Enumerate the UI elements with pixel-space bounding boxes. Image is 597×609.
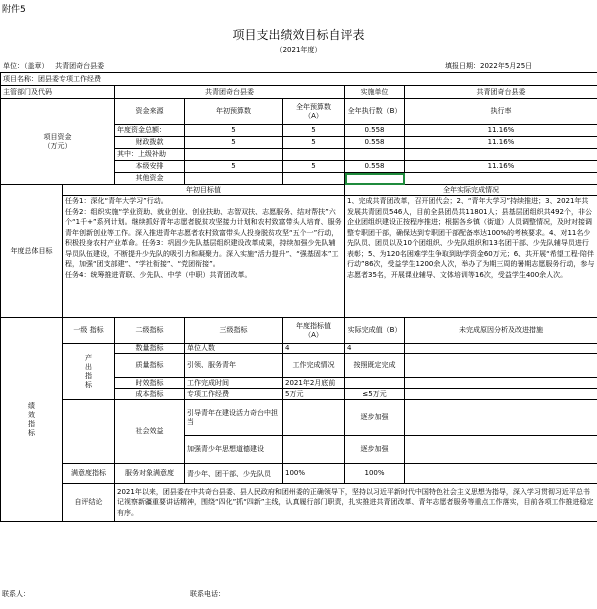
project-name-cell[interactable]: 项目名称：团县委专项工作经费 <box>1 73 597 86</box>
indicators-header-l3: 三级指标 <box>185 318 283 344</box>
fill-date: 填报日期：2022年5月25日 <box>445 62 533 70</box>
satisfaction-l1: 满意度指标 <box>63 464 115 484</box>
indicator-reason[interactable] <box>405 400 597 436</box>
indicator-l2: 质量指标 <box>115 354 185 378</box>
satisfaction-l3[interactable]: 青少年、团干部、少先队员 <box>185 464 283 484</box>
funds-row-rate[interactable] <box>405 149 597 161</box>
funds-row-annual[interactable]: 5 <box>283 137 345 149</box>
dept-label: 主管部门及代码 <box>1 86 115 99</box>
funds-row-exec[interactable]: 0.558 <box>345 137 405 149</box>
funds-label: 项目资金 （万元） <box>1 99 115 185</box>
funds-row-name: 财政拨款 <box>115 137 185 149</box>
indicator-actual[interactable]: 逐步加强 <box>345 400 405 436</box>
indicators-header-reason: 未完成原因分析及改进措施 <box>405 318 597 344</box>
indicator-actual[interactable]: 按照既定完成 <box>345 354 405 378</box>
funds-row-exec[interactable]: 0.558 <box>345 125 405 137</box>
indicator-l3[interactable]: 加强青少年思想道德建设 <box>185 436 283 464</box>
funds-row-annual[interactable]: 5 <box>283 161 345 173</box>
funds-row-budget[interactable]: 5 <box>185 137 283 149</box>
contact-person-label: 联系人： <box>2 590 30 598</box>
conclusion-label: 自评结论 <box>63 484 115 522</box>
indicator-reason[interactable] <box>405 436 597 464</box>
funds-row-rate[interactable] <box>405 173 597 185</box>
funds-row-exec-selected-cell[interactable] <box>345 173 405 185</box>
indicator-l2: 时效指标 <box>115 378 185 389</box>
indicators-header-l2: 二级指标 <box>115 318 185 344</box>
funds-row-budget[interactable] <box>185 149 283 161</box>
page-title: 项目支出绩效目标自评表 <box>232 28 365 42</box>
indicator-actual[interactable]: ≤5万元 <box>345 389 405 400</box>
funds-row-annual[interactable] <box>283 173 345 185</box>
satisfaction-l2: 服务对象满意度 <box>115 464 185 484</box>
funds-row-rate[interactable]: 11.16% <box>405 137 597 149</box>
indicator-actual[interactable]: 逐步加强 <box>345 436 405 464</box>
funds-header-executed: 全年执行数（B） <box>345 99 405 125</box>
indicator-reason[interactable] <box>405 389 597 400</box>
satisfaction-actual[interactable]: 100% <box>345 464 405 484</box>
funds-header-annual-budget: 全年预算数 （A） <box>283 99 345 125</box>
funds-header-initial-budget: 年初预算数 <box>185 99 283 125</box>
indicator-reason[interactable] <box>405 344 597 354</box>
funds-row-rate[interactable]: 11.16% <box>405 161 597 173</box>
funds-row-budget[interactable]: 5 <box>185 161 283 173</box>
self-evaluation-table <box>0 72 597 522</box>
dept-value[interactable]: 共青团奇台县委 <box>115 86 345 99</box>
indicator-reason[interactable] <box>405 378 597 389</box>
funds-row-budget[interactable]: 5 <box>185 125 283 137</box>
benefit-l1-cell <box>63 400 115 464</box>
funds-header-source: 资金来源 <box>115 99 185 125</box>
indicator-l2: 成本指标 <box>115 389 185 400</box>
page-subtitle-year: （2021年度） <box>275 46 322 54</box>
indicator-target[interactable]: 2021年2月底前 <box>283 378 345 389</box>
indicator-l3[interactable]: 工作完成时间 <box>185 378 283 389</box>
funds-row-exec[interactable]: 0.558 <box>345 161 405 173</box>
funds-row-name: 本级安排 <box>115 161 185 173</box>
indicator-target[interactable]: 工作完成情况 <box>283 354 345 378</box>
funds-row-exec[interactable] <box>345 149 405 161</box>
benefit-indicator-label: 社会效益 <box>115 400 185 464</box>
indicator-l3[interactable]: 引领、服务青年 <box>185 354 283 378</box>
output-indicator-label: 产 出 指 标 <box>63 344 115 400</box>
funds-row-budget[interactable] <box>185 173 283 185</box>
indicator-l3[interactable]: 引导青年在建设活力奇台中担当 <box>185 400 283 436</box>
indicator-l2: 数量指标 <box>115 344 185 354</box>
indicator-actual[interactable]: 4 <box>345 344 405 354</box>
funds-header-rate: 执行率 <box>405 99 597 125</box>
satisfaction-reason[interactable] <box>405 464 597 484</box>
indicator-target[interactable]: 5万元 <box>283 389 345 400</box>
indicators-header-target: 年度指标值 （A） <box>283 318 345 344</box>
indicator-target[interactable]: 4 <box>283 344 345 354</box>
funds-row-name: 其他资金 <box>115 173 185 185</box>
indicators-side-label: 绩 效 指 标 <box>1 318 63 522</box>
impl-label: 实施单位 <box>345 86 405 99</box>
indicator-actual[interactable] <box>345 378 405 389</box>
goals-actual-header: 全年实际完成情况 <box>345 185 597 196</box>
indicators-header-actual: 实际完成值（B） <box>345 318 405 344</box>
goals-label: 年度总体目标 <box>1 185 63 318</box>
satisfaction-target[interactable]: 100% <box>283 464 345 484</box>
indicator-reason[interactable] <box>405 354 597 378</box>
funds-row-name: 其中：上级补助 <box>115 149 185 161</box>
indicator-target[interactable] <box>283 400 345 436</box>
funds-row-rate[interactable]: 11.16% <box>405 125 597 137</box>
conclusion-text[interactable]: 2021年以来，团县委在中共奇台县委、县人民政府和团州委的正确领导下，坚持以习近平新时代中国特色社会主义思想为指导，深入学习贯彻习近平总书记视察新疆重要讲话精神，围绕“四化”抓“四新”主线，认真履行部门职责，扎实推进共青团改革、青年志愿者服务等重点工作落实，目前各项工作推进稳定有序。 <box>115 484 597 522</box>
indicator-target[interactable] <box>283 436 345 464</box>
unit-label: 单位：（盖章） 共青团奇台县委 <box>3 62 105 70</box>
funds-row-annual[interactable] <box>283 149 345 161</box>
contact-phone-label: 联系电话： <box>190 590 225 598</box>
goals-initial-text[interactable]: 任务1：深化“青年大学习”行动。 任务2：组织实施“学业资助、就业创业、创业扶助、志智双扶、志愿服务、结对帮扶”六个“1千+”系列计划。继续抓好青年志愿者脱贫攻坚接力计划和农村致富带头人培育、服务青年创新创业等工作。深入推进青年志愿者农村致富带头人投身脱贫攻坚“五个一”行动，积极投身农村产业革命。任务3：巩固少先队基层组织建设改革成果，持续加强少先队辅导员队伍建设，不断提升少先队的吸引力和凝聚力。深入实施“活力提升”、“强基固本”工程，加强“团支部建”、“学社衔接”、“党团衔接”。 任务4：统筹推进青联、少先队、中学（中职）共青团改革。 <box>63 196 345 318</box>
indicator-l3[interactable]: 专项工作经费 <box>185 389 283 400</box>
impl-value[interactable]: 共青团奇台县委 <box>405 86 597 99</box>
indicators-header-l1: 一级 指标 <box>63 318 115 344</box>
goals-initial-header: 年初目标值 <box>63 185 345 196</box>
sheet-tab-label: 附件5 <box>2 5 26 15</box>
indicator-l3[interactable]: 单位人数 <box>185 344 283 354</box>
funds-row-name: 年度资金总额： <box>115 125 185 137</box>
funds-row-annual[interactable]: 5 <box>283 125 345 137</box>
goals-actual-text[interactable]: 1、完成共青团改革，召开团代会；2、“青年大学习”持续推进；3、2021年共发展共青团员546人，目前全县团员共11801人；县基层团组织共492个，非公企业团组织建设正按程序推进；根据各乡镇（街道）人员调整情况，及时对接调整专职团干部，确保达到专职团干部配备率达100%的考核要求。4、对11名少先队员、团员以及10个团组织、少先队组织和13名团干部、少先队辅导员进行表彰；5、为120名困难学生争取到助学资金60万元；6、共开展“希望工程·陪伴行动”86次，受益学生1200余人次，举办了为期三周的暑期志愿服务行动，参与志愿者35名，开展课业辅导、文体培训等16次，受益学生400余人次。 <box>345 196 597 318</box>
